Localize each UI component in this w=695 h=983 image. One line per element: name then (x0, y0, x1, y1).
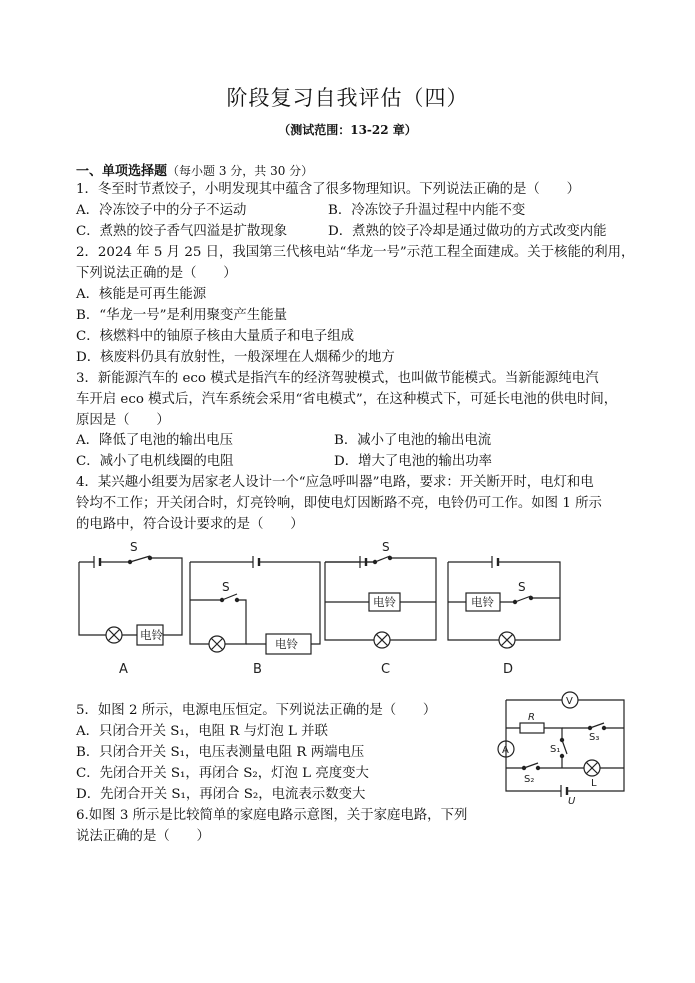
q3-option-d: D．增大了电池的输出功率 (334, 454, 493, 469)
page-subtitle: （测试范围：13-22 章） (278, 123, 417, 137)
q5-option-a: A．只闭合开关 S₁，电阻 R 与灯泡 L 并联 (76, 724, 328, 739)
switch-s1-label: S₁ (550, 744, 561, 755)
circuit-c-label: C (381, 662, 391, 677)
q4-stem-line3: 的电路中，符合设计要求的是（ ） (76, 517, 304, 532)
voltage-label: U (568, 796, 576, 806)
q2-option-c: C．核燃料中的铀原子核由大量质子和电子组成 (76, 329, 355, 344)
circuit-d-switch-label: S (518, 580, 526, 594)
figure-2-circuit (492, 688, 632, 806)
lamp-label: L (591, 778, 597, 789)
q2-option-a: A．核能是可再生能源 (76, 287, 207, 302)
q1-option-c: C．煮熟的饺子香气四溢是扩散现象 (76, 224, 288, 239)
q1-option-b: B．冷冻饺子升温过程中内能不变 (328, 203, 526, 218)
section-score-note: （每小题 3 分，共 30 分） (167, 164, 314, 178)
circuit-d (448, 556, 560, 648)
circuit-d-label: D (503, 662, 514, 677)
q2-stem-line2: 下列说法正确的是（ ） (76, 266, 237, 281)
q4-stem-line2: 铃均不工作；开关闭合时，灯亮铃响，即使电灯因断路不亮，电铃仍可工作。如图 1 所示 (76, 496, 602, 511)
switch-s3-label: S₃ (589, 732, 600, 743)
q5-option-c: C．先闭合开关 S₁，再闭合 S₂，灯泡 L 亮度变大 (76, 766, 369, 781)
circuit-b (190, 556, 320, 654)
circuit-c-bell: 电铃 (373, 595, 396, 609)
q2-option-d: D．核废料仍具有放射性，一般深埋在人烟稀少的地方 (76, 350, 395, 365)
q3-option-b: B．减小了电池的输出电流 (334, 433, 492, 448)
figure-1-circuits (70, 540, 570, 685)
circuit-a-bell: 电铃 (140, 628, 163, 642)
q1-stem: 1．冬至时节煮饺子，小明发现其中蕴含了很多物理知识。下列说法正确的是（ ） (76, 182, 580, 197)
q3-option-a: A．降低了电池的输出电压 (76, 433, 233, 448)
q5-stem: 5．如图 2 所示，电源电压恒定。下列说法正确的是（ ） (76, 703, 437, 718)
circuit-b-switch-label: S (222, 580, 230, 594)
q1-option-d: D．煮熟的饺子冷却是通过做功的方式改变内能 (328, 224, 607, 239)
voltmeter-label: V (566, 696, 573, 707)
switch-s2-label: S₂ (524, 774, 535, 785)
circuit-d-bell: 电铃 (471, 595, 494, 609)
q4-stem-line1: 4．某兴趣小组要为居家老人设计一个“应急呼叫器”电路，要求：开关断开时，电灯和电 (76, 475, 594, 490)
circuit-b-bell: 电铃 (275, 637, 298, 651)
circuit-b-label: B (253, 662, 262, 677)
circuit-a-label: A (119, 662, 128, 677)
ammeter-label: A (502, 745, 509, 756)
q2-option-b: B．“华龙一号”是利用聚变产生能量 (76, 308, 287, 323)
section-heading (76, 160, 313, 179)
q6-stem-line1: 6.如图 3 所示是比较简单的家庭电路示意图，关于家庭电路，下列 (76, 808, 468, 823)
circuit-a (79, 556, 182, 645)
circuit-a-switch-label: S (130, 540, 138, 554)
q6-stem-line2: 说法正确的是（ ） (76, 829, 210, 844)
page-title: 阶段复习自我评估（四） (226, 86, 469, 110)
q3-stem-line2: 车开启 eco 模式后，汽车系统会采用“省电模式”，在这种模式下，可延长电池的供电时间， (76, 392, 618, 407)
q3-option-c: C．减小了电机线圈的电阻 (76, 454, 234, 469)
q2-stem-line1: 2．2024 年 5 月 25 日，我国第三代核电站“华龙一号”示范工程全面建成。关于核能的利用， (76, 245, 635, 260)
q5-option-d: D．先闭合开关 S₁，再闭合 S₂，电流表示数变大 (76, 787, 366, 802)
q3-stem-line1: 3．新能源汽车的 eco 模式是指汽车的经济驾驶模式，也叫做节能模式。当新能源纯电汽 (76, 371, 599, 386)
circuit-c-switch-label: S (382, 540, 390, 554)
q3-stem-line3: 原因是（ ） (76, 413, 170, 428)
section-title: 一、单项选择题 (76, 164, 168, 179)
q1-option-a: A．冷冻饺子中的分子不运动 (76, 203, 247, 218)
resistor-label: R (528, 712, 535, 723)
q5-option-b: B．只闭合开关 S₁，电压表测量电阻 R 两端电压 (76, 745, 365, 760)
